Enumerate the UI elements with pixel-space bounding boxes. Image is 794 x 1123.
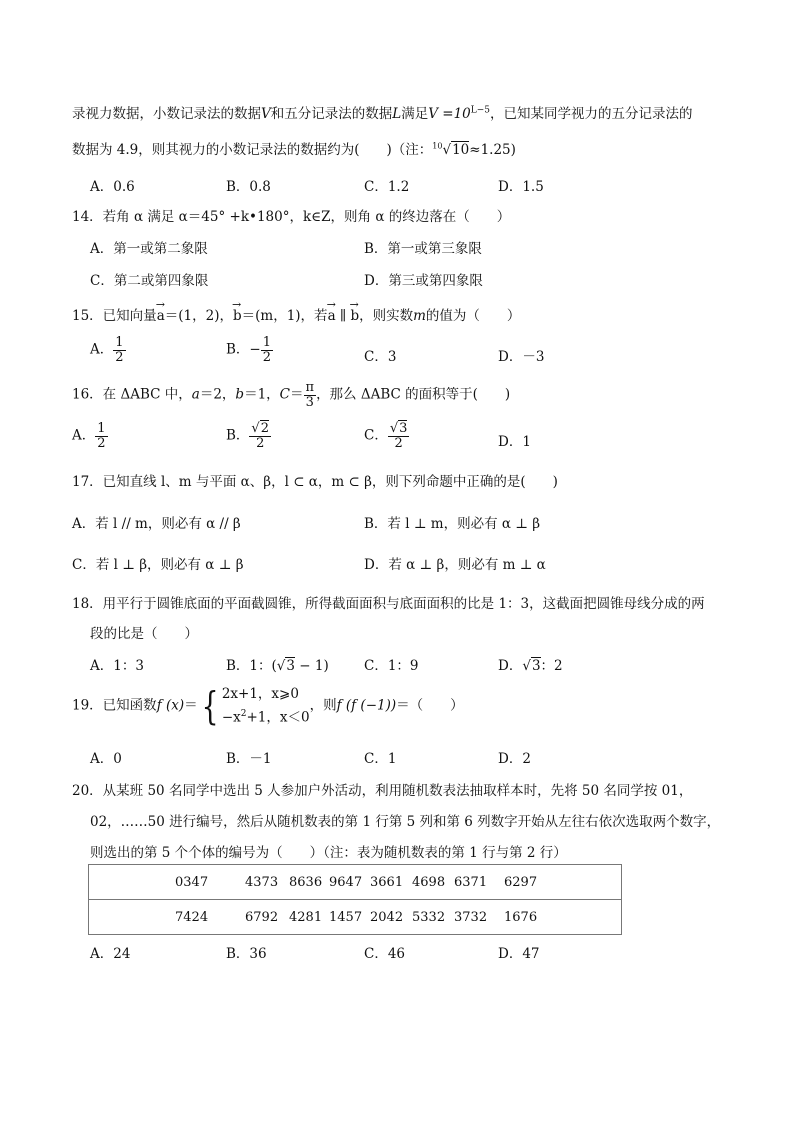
- q20-stem-line-3: 则选出的第 5 个个体的编号为（ ）（注：表为随机数表的第 1 行与第 2 行）: [90, 845, 567, 861]
- q19-stem: 19．已知函数f (x)＝{ 2x+1，x⩾0 $-x^2+1$，x＜0 ，则f (f (−1))＝（ ）: [72, 683, 464, 728]
- q18-option-b[interactable]: B．1：(√3 − 1): [226, 658, 329, 674]
- q16-option-a[interactable]: A． $\frac{1}{2}$: [72, 421, 106, 451]
- q19-option-c[interactable]: C．1: [364, 751, 397, 767]
- q14-option-d[interactable]: D．第三或第四象限: [364, 273, 483, 289]
- q16-option-b[interactable]: B． $\frac{√2}{2}$: [226, 421, 269, 451]
- q15-stem: 15．已知向量→ a＝(1，2)，→ b＝(m，1)，若→ a ∥ → b，则实数m的值为（ ）: [72, 302, 520, 324]
- q18-option-d[interactable]: D．√3：2: [498, 658, 563, 674]
- q17-option-d[interactable]: D．若 α ⊥ β，则必有 m ⊥ α: [364, 557, 546, 573]
- q14-option-a[interactable]: A．第一或第二象限: [90, 241, 208, 257]
- q20-option-c[interactable]: C．46: [364, 946, 406, 962]
- q19-option-d[interactable]: D．2: [498, 751, 531, 767]
- table-row: 7424 6792 4281 1457 2042 5332 3732 1676: [89, 900, 622, 935]
- q14-option-c[interactable]: C．第二或第四象限: [90, 273, 209, 289]
- q16-stem: 16．在 ΔABC 中，a＝2，b＝1，C＝ $\frac{\pi}{3}$ ，那么 ΔABC 的面积等于( ): [72, 380, 511, 410]
- q15-option-b[interactable]: B．− $\frac{1}{2}$: [226, 335, 272, 365]
- q14-option-b[interactable]: B．第一或第三象限: [364, 241, 482, 257]
- q13-option-b[interactable]: B．0.8: [226, 179, 271, 195]
- q13-option-d[interactable]: D．1.5: [498, 179, 544, 195]
- q20-option-a[interactable]: A．24: [90, 946, 131, 962]
- q20-option-d[interactable]: D．47: [498, 946, 540, 962]
- piecewise-brace-icon: {: [201, 683, 219, 728]
- q13-option-a[interactable]: A．0.6: [90, 179, 135, 195]
- q20-option-b[interactable]: B．36: [226, 946, 267, 962]
- q17-stem: 17．已知直线 l、m 与平面 α、β，l ⊂ α，m ⊂ β，则下列命题中正确的是( ): [72, 474, 558, 490]
- q15-option-a[interactable]: A． $\frac{1}{2}$: [90, 335, 124, 365]
- q17-option-b[interactable]: B．若 l ⊥ m，则必有 α ⊥ β: [364, 516, 541, 532]
- q20-stem-line-2: 02，……50 进行编号，然后从随机数表的第 1 行第 5 列和第 6 列数字开始从左往右依次选取两个数字，: [90, 814, 721, 830]
- q18-stem-line-2: 段的比是（ ）: [90, 626, 198, 642]
- q19-option-b[interactable]: B．－1: [226, 751, 272, 767]
- q16-option-d[interactable]: D．1: [498, 434, 531, 450]
- table-row: 0347 4373 8636 9647 3661 4698 6371 6297: [89, 865, 622, 900]
- q15-option-c[interactable]: C．3: [364, 349, 397, 365]
- q18-option-c[interactable]: C．1：9: [364, 658, 419, 674]
- q13-option-c[interactable]: C．1.2: [364, 179, 410, 195]
- random-number-table: [88, 864, 622, 935]
- q16-option-c[interactable]: C． $\frac{√3}{2}$: [364, 421, 408, 451]
- q13-stem-line-1: 录视力数据，小数记录法的数据V和五分记录法的数据L满足$V =10^{L-5}$，已知某同学视力的五分记录法的: [72, 105, 693, 122]
- q13-stem-line-2: 数据为 4.9，则其视力的小数记录法的数据约为( )（注：$^{10}$√10≈1.25): [72, 141, 516, 158]
- q18-stem-line-1: 18．用平行于圆锥底面的平面截圆锥，所得截面面积与底面面积的比是 1：3，这截面把圆锥母线分成的两: [72, 596, 705, 612]
- vector-b: → b: [233, 302, 242, 324]
- q17-option-a[interactable]: A．若 l // m，则必有 α // β: [72, 516, 241, 532]
- vector-a: → a: [157, 302, 165, 324]
- q19-option-a[interactable]: A．0: [90, 751, 122, 767]
- q17-option-c[interactable]: C．若 l ⊥ β，则必有 α ⊥ β: [72, 557, 244, 573]
- q18-option-a[interactable]: A．1：3: [90, 658, 144, 674]
- q15-option-d[interactable]: D．－3: [498, 349, 545, 365]
- q14-stem: 14．若角 α 满足 α＝45° +k•180°，k∈Z，则角 α 的终边落在（ ）: [72, 209, 511, 225]
- q20-stem-line-1: 20．从某班 50 名同学中选出 5 人参加户外活动，利用随机数表法抽取样本时，先将 50 名同学按 01，: [72, 783, 693, 799]
